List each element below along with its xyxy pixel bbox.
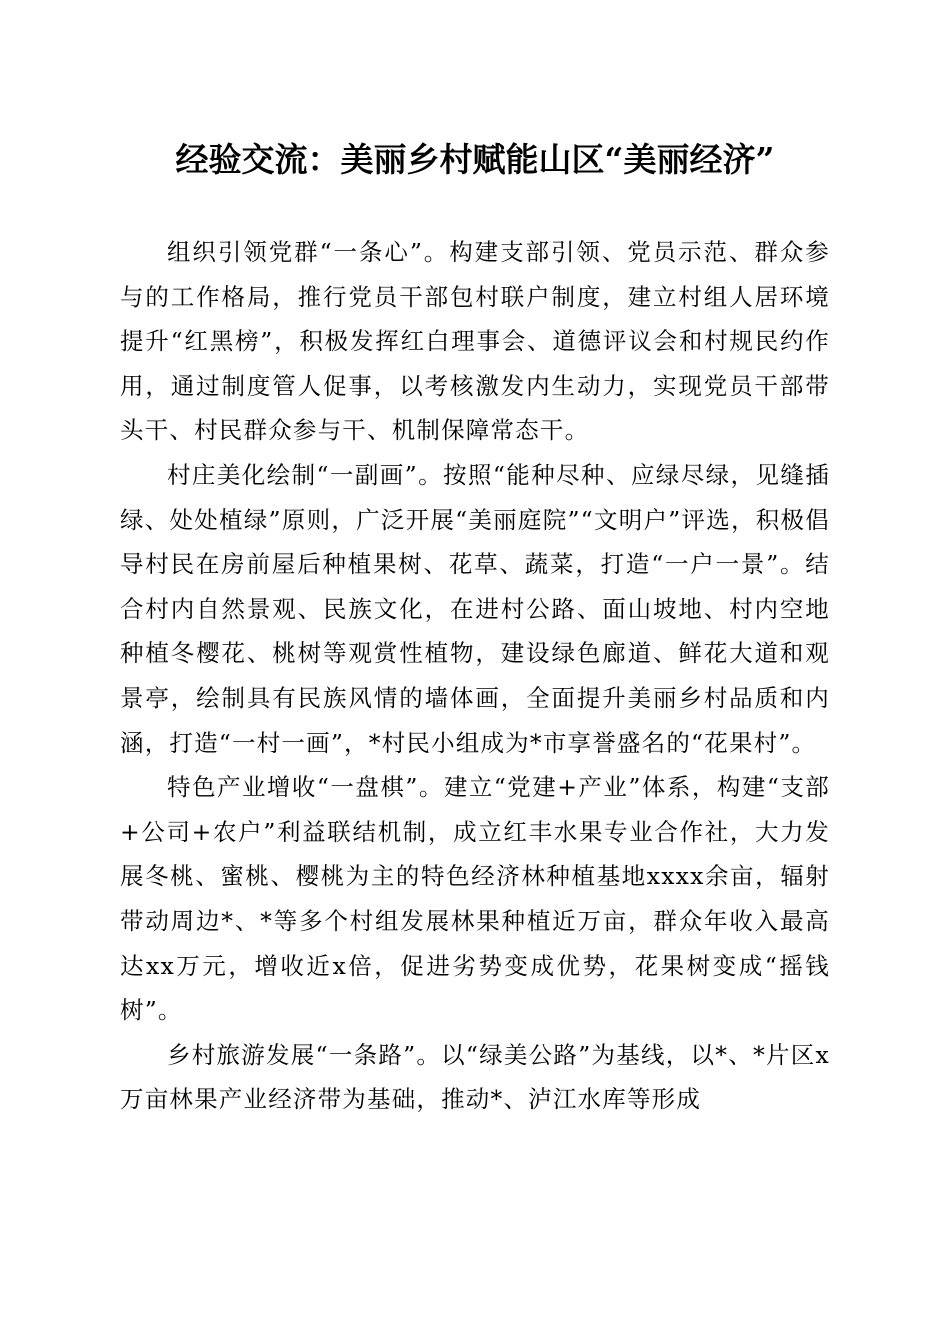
paragraph-industry: 特色产业增收“一盘棋”。建立“党建+产业”体系，构建“支部+公司+农户”利益联结机制，成立红丰水果专业合作社，大力发展冬桃、蜜桃、樱桃为主的特色经济林种植基地xxxx余亩，辐射带动周边*、*等多个村组发展林果种植近万亩，群众年收入最高达xx万元，增收近x倍，促进劣势变成优势，花果树变成“摇钱树”。 [120,773,830,1025]
document-title: 经验交流：美丽乡村赋能山区“美丽经济” [175,140,775,179]
document-body [120,230,830,1122]
paragraph-village-beautification: 村庄美化绘制“一副画”。按照“能种尽种、应绿尽绿，见缝插绿、处处植绿”原则，广泛开展“美丽庭院”“文明户”评选，积极倡导村民在房前屋后种植果树、花草、蔬菜，打造“一户一景”。结合村内自然景观、民族文化，在进村公路、面山坡地、村内空地种植冬樱花、桃树等观赏性植物，建设绿色廊道、鲜花大道和观景亭，绘制具有民族风情的墙体画，全面提升美丽乡村品质和内涵，打造“一村一画”，*村民小组成为*市享誉盛名的“花果村”。 [120,460,830,757]
paragraph-tourism: 乡村旅游发展“一条路”。以“绿美公路”为基线，以*、*片区x万亩林果产业经济带为基础，推动*、泸江水库等形成 [120,1040,830,1114]
paragraph-organization: 组织引领党群“一条心”。构建支部引领、党员示范、群众参与的工作格局，推行党员干部包村联户制度，建立村组人居环境提升“红黑榜”，积极发挥红白理事会、道德评议会和村规民约作用，通过制度管人促事，以考核激发内生动力，实现党员干部带头干、村民群众参与干、机制保障常态干。 [120,238,830,445]
